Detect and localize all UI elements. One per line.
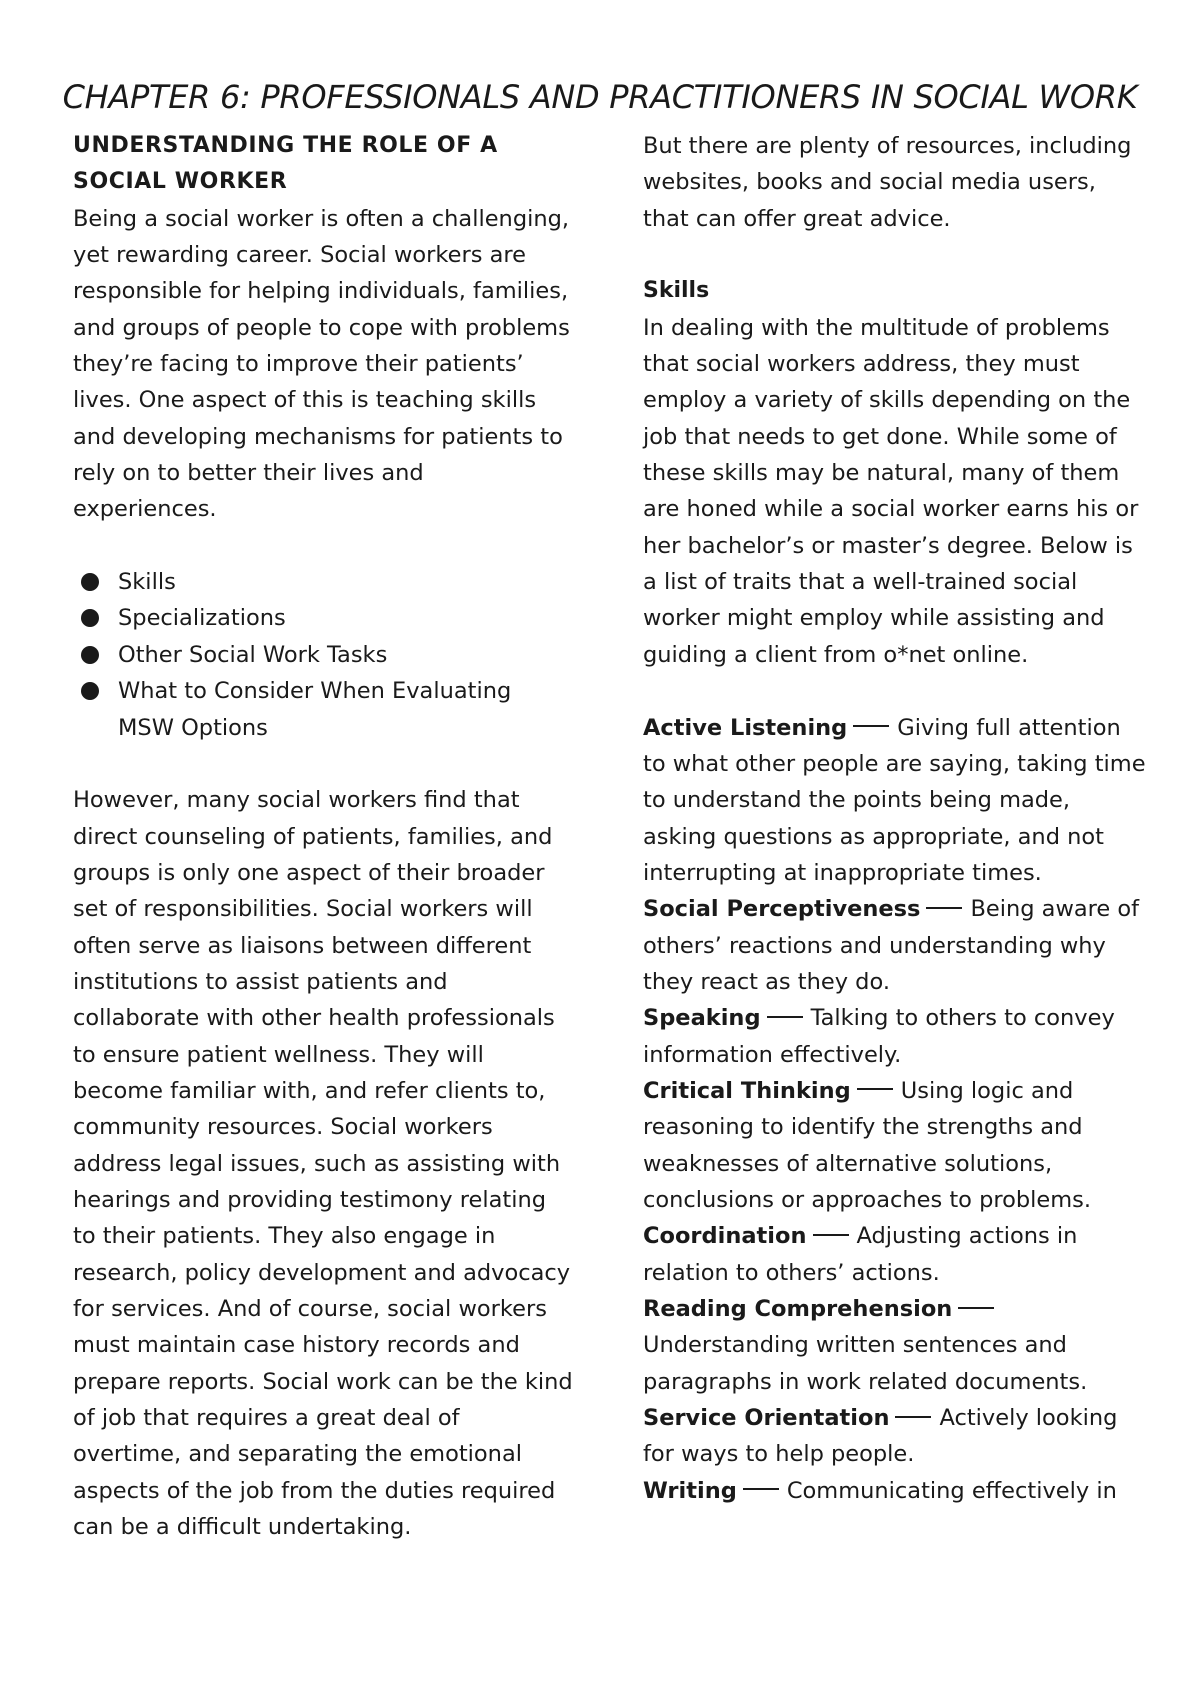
skill-definition: Adjusting actions in relation to others’ actions. (643, 1223, 1078, 1286)
skill-term: Social Perceptiveness (643, 896, 921, 923)
em-dash (853, 725, 889, 727)
body-paragraph: However, many social workers find that direct counseling of patients, families, and groups is only one aspect of their broader set of responsibilities. Social workers will often serve as liaisons between different institutions to assist patients and collaborate with other health professionals to ensure patient wellness. They will become familiar with, and refer clients to, community resources. Social workers address legal issues, such as assisting with hearings and providing testimony relating to their patients. They also engage in research, policy development and advocacy for services. And of course, social workers must maintain case history records and prepare reports. Social work can be the kind of job that requires a great deal of overtime, and separating the emotional aspects of the job from the duties required can be a difficult undertaking. (73, 787, 573, 1541)
skills-heading: Skills (643, 278, 710, 304)
skill-definition: Understanding written sentences and paragraphs in work related documents. (643, 1332, 1088, 1395)
skill-entry-speaking (643, 1000, 1148, 1073)
topic-list (73, 564, 573, 746)
em-dash (857, 1088, 893, 1090)
skill-entry-writing (643, 1473, 1148, 1509)
skill-entry-critical-thinking (643, 1073, 1148, 1218)
skills-intro-paragraph: In dealing with the multitude of problems that social workers address, they must employ a variety of skills depending on the job that needs to get done. While some of these skills may be natural, many of them are honed while a social worker earns his or her bachelor’s or master’s degree. Below is a list of traits that a well-trained social worker might employ while assisting and guiding a client from o*net online. (643, 314, 1139, 668)
skill-term: Writing (643, 1477, 737, 1504)
skill-definition: Communicating effectively in (786, 1477, 1117, 1504)
skill-definition: Using logic and reasoning to identify the strengths and weaknesses of alternative solutions, conclusions or approaches to problems. (643, 1077, 1092, 1213)
skill-definition: Being aware of others’ reactions and understanding why they react as they do. (643, 896, 1140, 995)
em-dash (813, 1234, 849, 1236)
skill-definition: Talking to others to convey information effectively. (643, 1005, 1115, 1068)
skill-term: Coordination (643, 1223, 807, 1250)
paragraph-spacer (643, 237, 1148, 273)
skill-term: Service Orientation (643, 1405, 890, 1432)
skill-term: Speaking (643, 1005, 761, 1032)
skill-entry-reading-comprehension (643, 1291, 1148, 1400)
em-dash (767, 1016, 803, 1018)
skill-term: Reading Comprehension (643, 1296, 953, 1322)
right-column (643, 128, 1148, 1509)
skill-definition: Actively looking for ways to help people. (643, 1405, 1118, 1468)
paragraph-spacer (643, 673, 1148, 709)
continuation-paragraph: But there are plenty of resources, including websites, books and social media users, that can offer great advice. (643, 133, 1132, 232)
skill-entry-social-perceptiveness (643, 891, 1148, 1000)
section-heading: UNDERSTANDING THE ROLE OF A SOCIAL WORKER (73, 133, 498, 195)
topic-item-skills: Skills (118, 564, 573, 600)
skill-entry-service-orientation (643, 1400, 1148, 1473)
em-dash (926, 907, 962, 909)
skill-entry-coordination (643, 1218, 1148, 1291)
em-dash (743, 1488, 779, 1490)
chapter-title: CHAPTER 6: PROFESSIONALS AND PRACTITIONERS IN SOCIAL WORK (62, 78, 1138, 116)
paragraph-spacer (73, 528, 573, 564)
em-dash (958, 1307, 994, 1309)
em-dash (895, 1416, 931, 1418)
intro-paragraph: Being a social worker is often a challenging, yet rewarding career. Social workers are responsible for helping individuals, families, and groups of people to cope with problems they’re facing to improve their patients’ lives. One aspect of this is teaching skills and developing mechanisms for patients to rely on to better their lives and experiences. (73, 205, 570, 523)
left-column (73, 128, 573, 1545)
skill-definition: Giving full attention to what other people are saying, taking time to understand the points being made, asking questions as appropriate, and not interrupting at inappropriate times. (643, 714, 1146, 886)
skill-term: Critical Thinking (643, 1077, 851, 1104)
topic-item-other-tasks: Other Social Work Tasks (118, 637, 573, 673)
paragraph-spacer (73, 746, 573, 782)
topic-item-specializations: Specializations (118, 600, 573, 636)
skill-entry-active-listening (643, 710, 1148, 892)
topic-item-msw-options: What to Consider When Evaluating MSW Options (118, 673, 573, 746)
skill-term: Active Listening (643, 714, 848, 741)
